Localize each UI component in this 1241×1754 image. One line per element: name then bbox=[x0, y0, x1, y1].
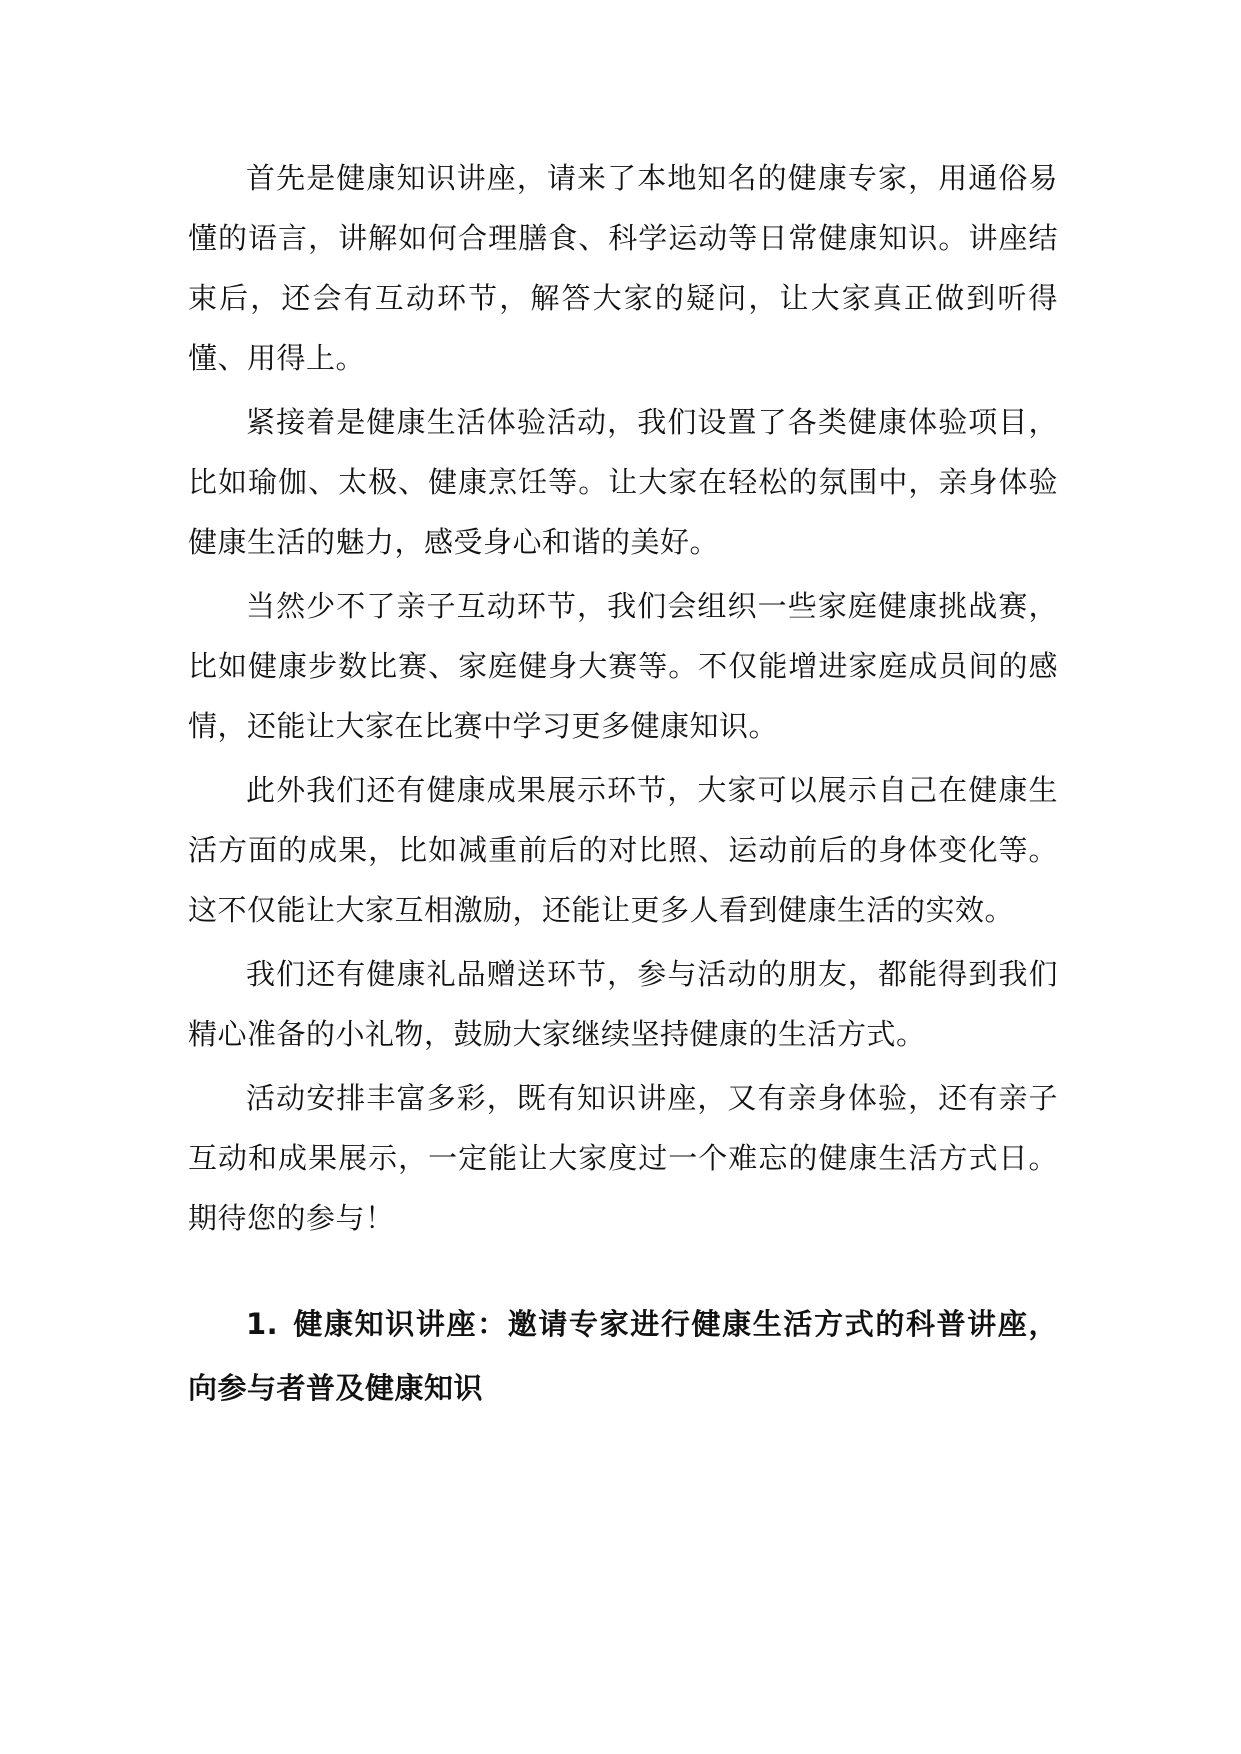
document-body bbox=[188, 148, 1058, 1420]
paragraph-lifestyle-experience: 紧接着是健康生活体验活动，我们设置了各类健康体验项目，比如瑜伽、太极、健康烹饪等。让大家在轻松的氛围中，亲身体验健康生活的魅力，感受身心和谐的美好。 bbox=[188, 405, 1058, 559]
heading-text: 健康知识讲座：邀请专家进行健康生活方式的科普讲座，向参与者普及健康知识 bbox=[188, 1307, 1058, 1405]
paragraph-parent-child-interaction: 当然少不了亲子互动环节，我们会组织一些家庭健康挑战赛，比如健康步数比赛、家庭健身大赛等。不仅能增进家庭成员间的感情，还能让大家在比赛中学习更多健康知识。 bbox=[188, 589, 1058, 743]
paragraph-summary: 活动安排丰富多彩，既有知识讲座，又有亲身体验，还有亲子互动和成果展示，一定能让大家度过一个难忘的健康生活方式日。期待您的参与！ bbox=[188, 1081, 1058, 1235]
heading-number: 1. bbox=[246, 1307, 279, 1341]
paragraph-knowledge-lecture: 首先是健康知识讲座，请来了本地知名的健康专家，用通俗易懂的语言，讲解如何合理膳食、科学运动等日常健康知识。讲座结束后，还会有互动环节，解答大家的疑问，让大家真正做到听得懂、用得上。 bbox=[188, 161, 1058, 375]
paragraph-results-showcase: 此外我们还有健康成果展示环节，大家可以展示自己在健康生活方面的成果，比如减重前后的对比照、运动前后的身体变化等。这不仅能让大家互相激励，还能让更多人看到健康生活的实效。 bbox=[188, 773, 1058, 927]
paragraph-gift-giving: 我们还有健康礼品赠送环节，参与活动的朋友，都能得到我们精心准备的小礼物，鼓励大家继续坚持健康的生活方式。 bbox=[188, 957, 1058, 1051]
section-heading bbox=[188, 1292, 1058, 1420]
